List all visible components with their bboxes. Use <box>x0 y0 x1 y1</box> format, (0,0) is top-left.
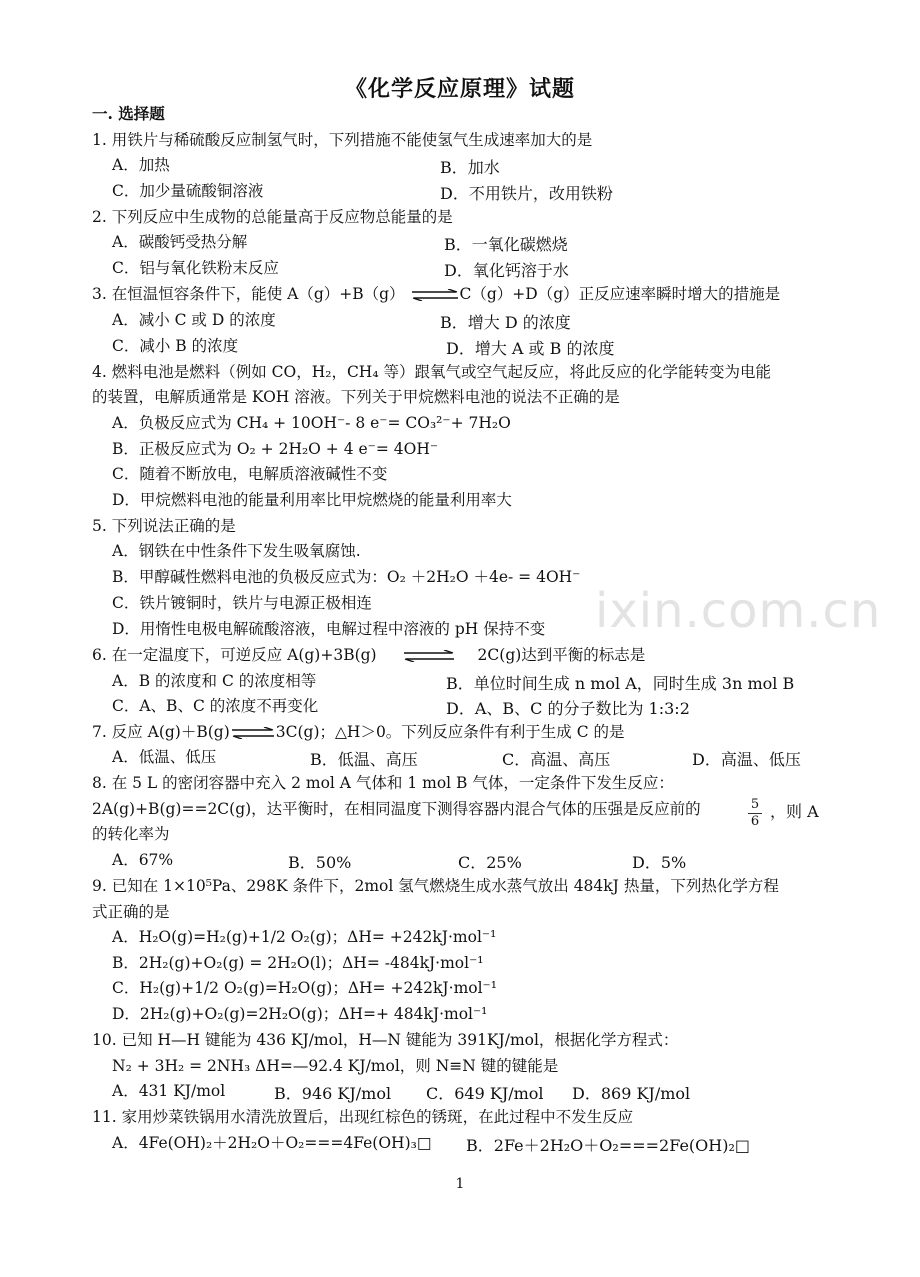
q7-option-b: B．低温、高压 <box>310 750 418 769</box>
q1-option-a: A．加热 <box>112 156 170 174</box>
q8-stem-line2-end: ，则 A <box>770 802 819 821</box>
q7-stem <box>92 722 625 742</box>
q5-option-d: D．用惰性电极电解硫酸溶液，电解过程中溶液的 pH 保持不变 <box>112 620 546 638</box>
q8-stem-line1: 8. 在 5 L 的密闭容器中充入 2 mol A 气体和 1 mol B 气体，一定条件下发生反应： <box>92 774 674 792</box>
q2-option-c: C．铝与氧化铁粉末反应 <box>112 259 279 277</box>
q1-option-b: B．加水 <box>440 158 500 177</box>
q10-stem: 10. 已知 H—H 键能为 436 KJ/mol，H—N 键能为 391KJ/mol，根据化学方程式： <box>92 1031 679 1049</box>
q9-option-a: A．H₂O(g)=H₂(g)+1/2 O₂(g)；ΔH= +242kJ·mol⁻¹ <box>112 928 497 946</box>
q3-option-a: A．减小 C 或 D 的浓度 <box>112 311 276 329</box>
section-heading: 一. 选择题 <box>92 104 165 123</box>
q8-option-d: D．5% <box>632 853 687 872</box>
q10-option-d: D．869 KJ/mol <box>572 1084 691 1103</box>
q4-option-c: C．随着不断放电，电解质溶液碱性不变 <box>112 465 388 483</box>
q11-option-a: A．4Fe(OH)₂＋2H₂O＋O₂===4Fe(OH)₃□ <box>112 1134 432 1152</box>
q8-option-c: C．25% <box>458 853 522 872</box>
page-number: 1 <box>455 1176 465 1192</box>
q3-stem <box>92 284 780 304</box>
q4-stem-line2: 的装置，电解质通常是 KOH 溶液。下列关于甲烷燃料电池的说法不正确的是 <box>92 388 620 406</box>
q2-option-b: B．一氧化碳燃烧 <box>444 235 568 254</box>
q11-stem: 11. 家用炒菜铁锅用水清洗放置后，出现红棕色的锈斑，在此过程中不发生反应 <box>92 1108 634 1126</box>
q10-option-a: A．431 KJ/mol <box>112 1082 226 1100</box>
q4-option-a: A．负极反应式为 CH₄ + 10OH⁻- 8 e⁻= CO₃²⁻+ 7H₂O <box>112 414 511 432</box>
q6-stem-part1: 6. 在一定温度下，可逆反应 A(g)+3B(g) <box>92 646 377 664</box>
q7-stem-part1: 7. 反应 A(g)＋B(g) <box>92 723 230 741</box>
q8-stem-line3: 的转化率为 <box>92 825 170 843</box>
q8-stem-line2: 2A(g)+B(g)==2C(g)，达平衡时，在相同温度下测得容器内混合气体的压强是反应前的 <box>92 800 701 818</box>
equilibrium-arrow-icon <box>390 650 470 662</box>
q6-stem-part2: 2C(g)达到平衡的标志是 <box>477 646 646 664</box>
q3-stem-part2: C（g）+D（g）正反应速率瞬时增大的措施是 <box>459 285 781 303</box>
page-title: 《化学反应原理》试题 <box>344 76 575 102</box>
q5-option-a: A．钢铁在中性条件下发生吸氧腐蚀. <box>112 542 361 560</box>
q3-option-d: D．增大 A 或 B 的浓度 <box>446 339 615 358</box>
q9-stem-line1: 9. 已知在 1×10⁵Pa、298K 条件下，2mol 氢气燃烧生成水蒸气放出 484kJ 热量，下列热化学方程 <box>92 877 779 895</box>
q9-option-c: C．H₂(g)+1/2 O₂(g)=H₂O(g)；ΔH= +242kJ·mol⁻¹ <box>112 979 497 997</box>
q10-option-b: B．946 KJ/mol <box>274 1084 392 1103</box>
q6-option-a: A．B 的浓度和 C 的浓度相等 <box>112 672 317 690</box>
q5-option-b: B．甲醇碱性燃料电池的负极反应式为：O₂ ＋2H₂O ＋4e- = 4OH⁻ <box>112 568 581 586</box>
q8-option-b: B．50% <box>288 853 352 872</box>
q5-stem: 5. 下列说法正确的是 <box>92 517 236 535</box>
watermark: ixin.com.cn <box>595 583 882 639</box>
q9-option-d: D．2H₂(g)+O₂(g)=2H₂O(g)；ΔH=+ 484kJ·mol⁻¹ <box>112 1005 488 1023</box>
q2-option-d: D．氧化钙溶于水 <box>444 261 569 280</box>
q1-option-d: D．不用铁片，改用铁粉 <box>440 184 613 203</box>
q9-option-b: B．2H₂(g)+O₂(g) = 2H₂O(l)；ΔH= -484kJ·mol⁻¹ <box>112 954 484 972</box>
q9-stem-line2: 式正确的是 <box>92 903 170 921</box>
q4-option-d: D．甲烷燃料电池的能量利用率比甲烷燃烧的能量利用率大 <box>112 491 512 509</box>
fraction-denominator: 6 <box>748 813 762 830</box>
q5-option-c: C．铁片镀铜时，铁片与电源正极相连 <box>112 594 372 612</box>
q3-option-c: C．减小 B 的浓度 <box>112 337 239 355</box>
equilibrium-arrow-icon <box>410 289 460 301</box>
q7-option-a: A．低温、低压 <box>112 748 217 766</box>
q6-option-c: C．A、B、C 的浓度不再变化 <box>112 697 319 715</box>
q2-option-a: A．碳酸钙受热分解 <box>112 233 248 251</box>
q10-option-c: C．649 KJ/mol <box>426 1084 544 1103</box>
q7-option-d: D．高温、低压 <box>692 750 801 769</box>
q4-option-b: B．正极反应式为 O₂ + 2H₂O + 4 e⁻= 4OH⁻ <box>112 440 439 458</box>
q7-option-c: C．高温、高压 <box>502 750 611 769</box>
q10-equation: N₂ + 3H₂ = 2NH₃ ΔH=—92.4 KJ/mol，则 N≡N 键的键能是 <box>112 1057 559 1075</box>
fraction-five-sixths <box>748 797 762 830</box>
q1-option-c: C．加少量硫酸铜溶液 <box>112 182 264 200</box>
q6-option-d: D．A、B、C 的分子数比为 1:3:2 <box>446 699 690 718</box>
q8-option-a: A．67% <box>112 851 174 869</box>
q3-stem-part1: 3. 在恒温恒容条件下，能使 A（g）+B（g） <box>92 285 405 303</box>
q2-stem: 2. 下列反应中生成物的总能量高于反应物总能量的是 <box>92 208 453 226</box>
q1-stem: 1. 用铁片与稀硫酸反应制氢气时，下列措施不能使氢气生成速率加大的是 <box>92 131 593 149</box>
fraction-numerator: 5 <box>750 797 760 812</box>
q6-option-b: B．单位时间生成 n mol A，同时生成 3n mol B <box>446 674 795 693</box>
equilibrium-arrow-icon <box>230 727 276 739</box>
q11-option-b: B．2Fe＋2H₂O＋O₂===2Fe(OH)₂□ <box>466 1136 751 1155</box>
q6-stem <box>92 645 645 665</box>
q7-stem-part2: 3C(g)；△H＞0。下列反应条件有利于生成 C 的是 <box>275 723 625 741</box>
q3-option-b: B．增大 D 的浓度 <box>440 313 571 332</box>
q4-stem-line1: 4. 燃料电池是燃料（例如 CO，H₂，CH₄ 等）跟氧气或空气起反应，将此反应的化学能转变为电能 <box>92 363 771 381</box>
